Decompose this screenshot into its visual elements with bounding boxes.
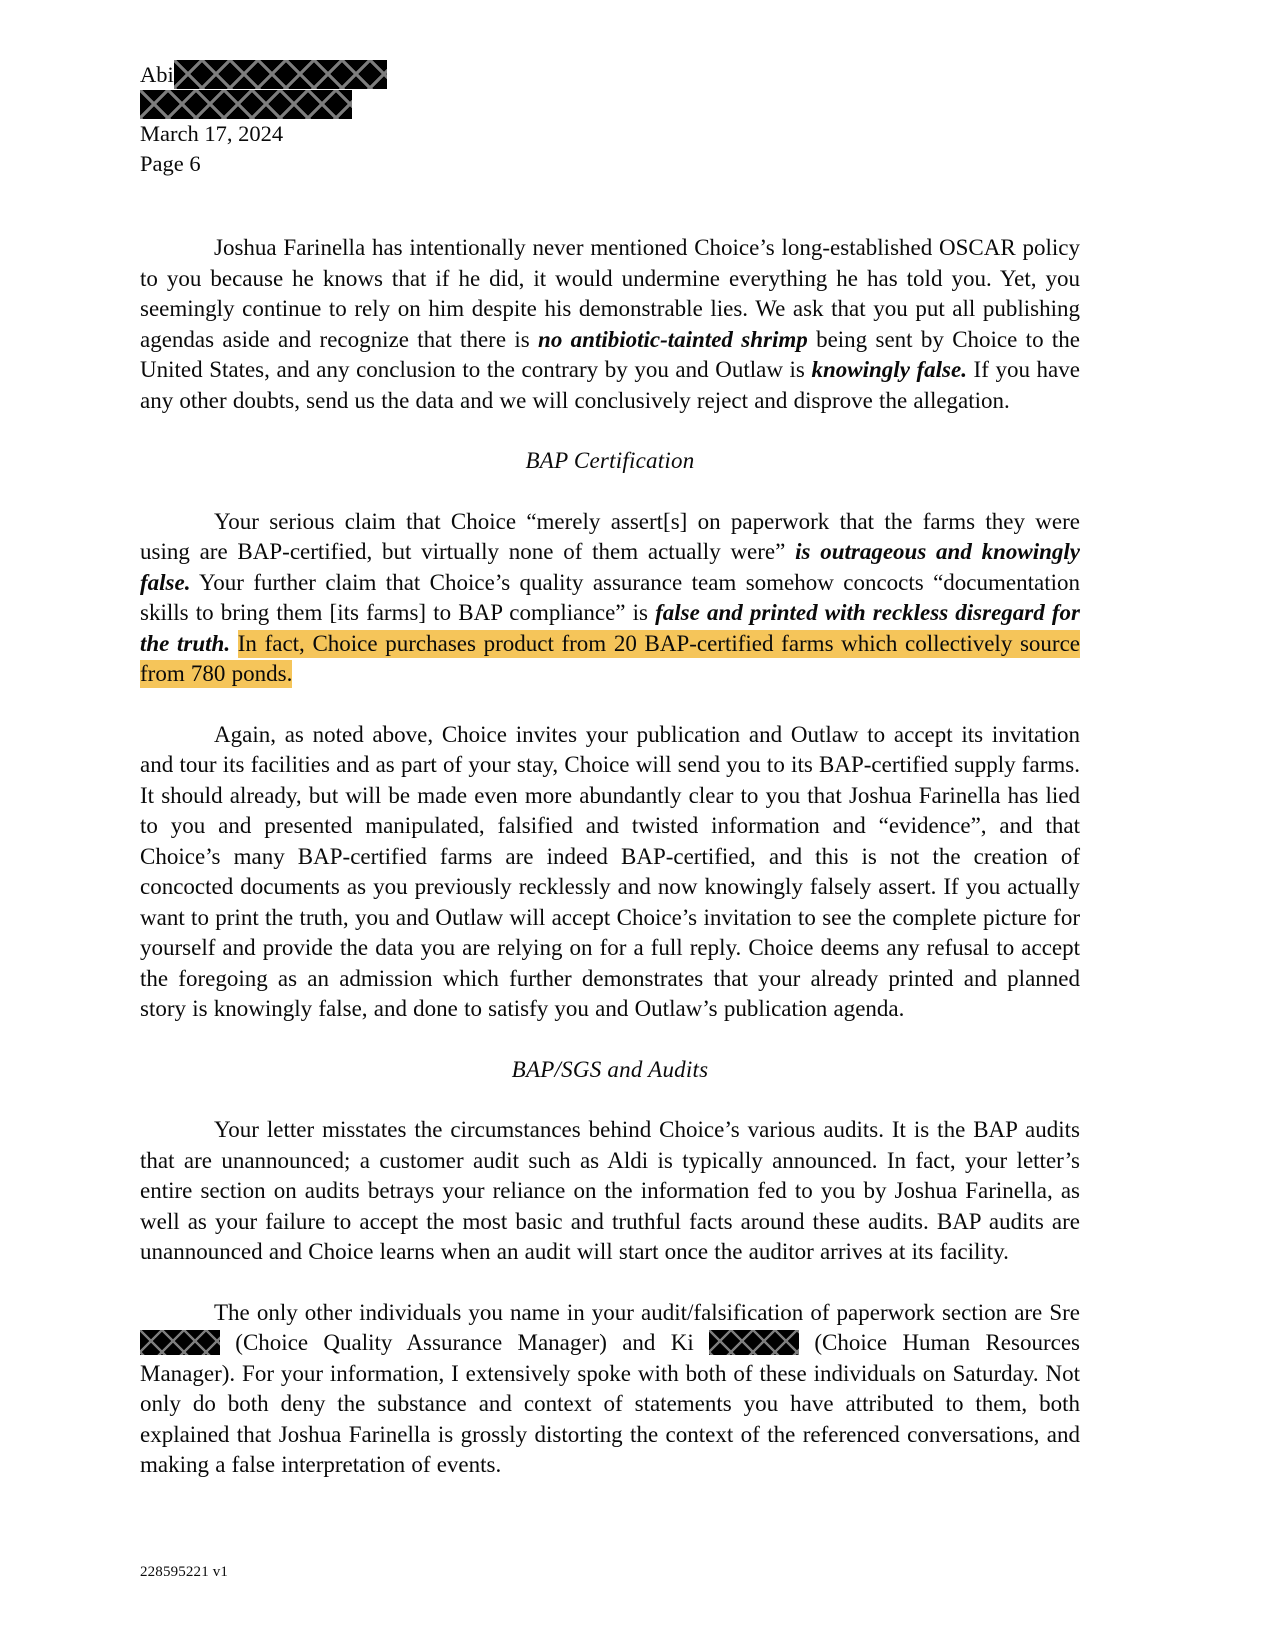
body-paragraph — [140, 1298, 1080, 1481]
letter-date: March 17, 2024 — [140, 121, 284, 146]
body-paragraph — [140, 233, 1080, 416]
body-paragraph — [140, 1115, 1080, 1268]
section-heading-bap-certification: BAP Certification — [525, 448, 695, 473]
letterhead — [140, 60, 1080, 179]
body-text: being sent by Choice to the United States, and any conclusion to the contrary by you and Outlaw is — [140, 326, 1080, 382]
letter-body — [140, 233, 1080, 1481]
body-paragraph — [140, 720, 1080, 1025]
section-heading-bap-sgs-and-audits: BAP/SGS and Audits — [511, 1056, 709, 1082]
page-number: Page 6 — [140, 151, 201, 176]
emphasis-text: knowingly false. — [811, 357, 967, 382]
body-text: The only other individuals you name in your audit/falsification of paperwork section are Sre — [214, 1299, 1080, 1325]
footer-docket-number: 228595221 v1 — [140, 1564, 229, 1580]
body-text: Joshua Farinella has intentionally never mentioned Choice’s long-established OSCAR policy to you because he knows that if he did, it would undermine everything he has told you. Yet, you seemingly continue to rely on him despite his demonstrable lies. We ask that you put all publishing agendas aside and recognize that there is — [140, 235, 1080, 352]
body-paragraph — [140, 507, 1080, 690]
redacted-hr-manager-name — [709, 1330, 799, 1355]
redacted-qa-manager-name — [140, 1330, 220, 1355]
redacted-addressee-address — [140, 90, 352, 119]
redacted-addressee-name — [174, 60, 387, 89]
body-text: Again, as noted above, Choice invites your publication and Outlaw to accept its invitation and tour its facilities and as part of your stay, Choice will send you to its BAP-certified supply farms. It should already, but will be made even more abundantly clear to you that Joshua Farinella has lied to you and presented manipulated, falsified and twisted information and “evidence”, and that Choice’s many BAP-certified farms are indeed BAP-certified, and this is not the creation of concocted documents as you previously recklessly and now knowingly falsely assert. If you actually want to print the truth, you and Outlaw will accept Choice’s invitation to see the complete picture for yourself and provide the data you are relying on for a full reply. Choice deems any refusal to accept the foregoing as an admission which further demonstrates that your already printed and planned story is knowingly false, and done to satisfy you and Outlaw’s publication agenda. — [140, 721, 1080, 1021]
highlighted-text: In fact, Choice purchases product from 20 BAP-certified farms which collectively source from 780 ponds. — [140, 630, 1080, 686]
body-text: (Choice Human Resources Manager). For your information, I extensively spoke with both of these individuals on Saturday. Not only do both deny the substance and context of statements you have attributed to them, both explained that Joshua Farinella is grossly distorting the context of the referenced conversations, and making a false interpretation of events. — [140, 1330, 1080, 1477]
body-text: Your further claim that Choice’s quality assurance team somehow concocts “documentation skills to bring them [its farms] to BAP compliance” is — [140, 569, 1080, 625]
body-text: (Choice Quality Assurance Manager) and Ki — [220, 1330, 710, 1355]
body-text: Your serious claim that Choice “merely assert[s] on paperwork that the farms they were using are BAP-certified, but virtually none of them actually were” — [140, 508, 1080, 564]
body-text — [230, 631, 238, 656]
page-content — [140, 60, 1080, 1511]
body-text: Your letter misstates the circumstances behind Choice’s various audits. It is the BAP audits that are unannounced; a customer audit such as Aldi is typically announced. In fact, your letter’s entire section on audits betrays your reliance on the information fed to you by Joshua Farinella, as well as your failure to accept the most basic and truthful facts around these audits. BAP audits are unannounced and Choice learns when an audit will start once the auditor arrives at its facility. — [140, 1117, 1080, 1264]
body-text: If you have any other doubts, send us the data and we will conclusively reject and disprove the allegation. — [140, 357, 1080, 413]
emphasis-text: no antibiotic-tainted shrimp — [538, 326, 808, 352]
emphasis-text: false and printed with reckless disregard for the truth. — [140, 600, 1080, 656]
addressee-line — [140, 60, 1080, 90]
addressee-name-visible: Abi — [140, 62, 174, 87]
emphasis-text: is outrageous and knowingly false. — [140, 539, 1080, 595]
